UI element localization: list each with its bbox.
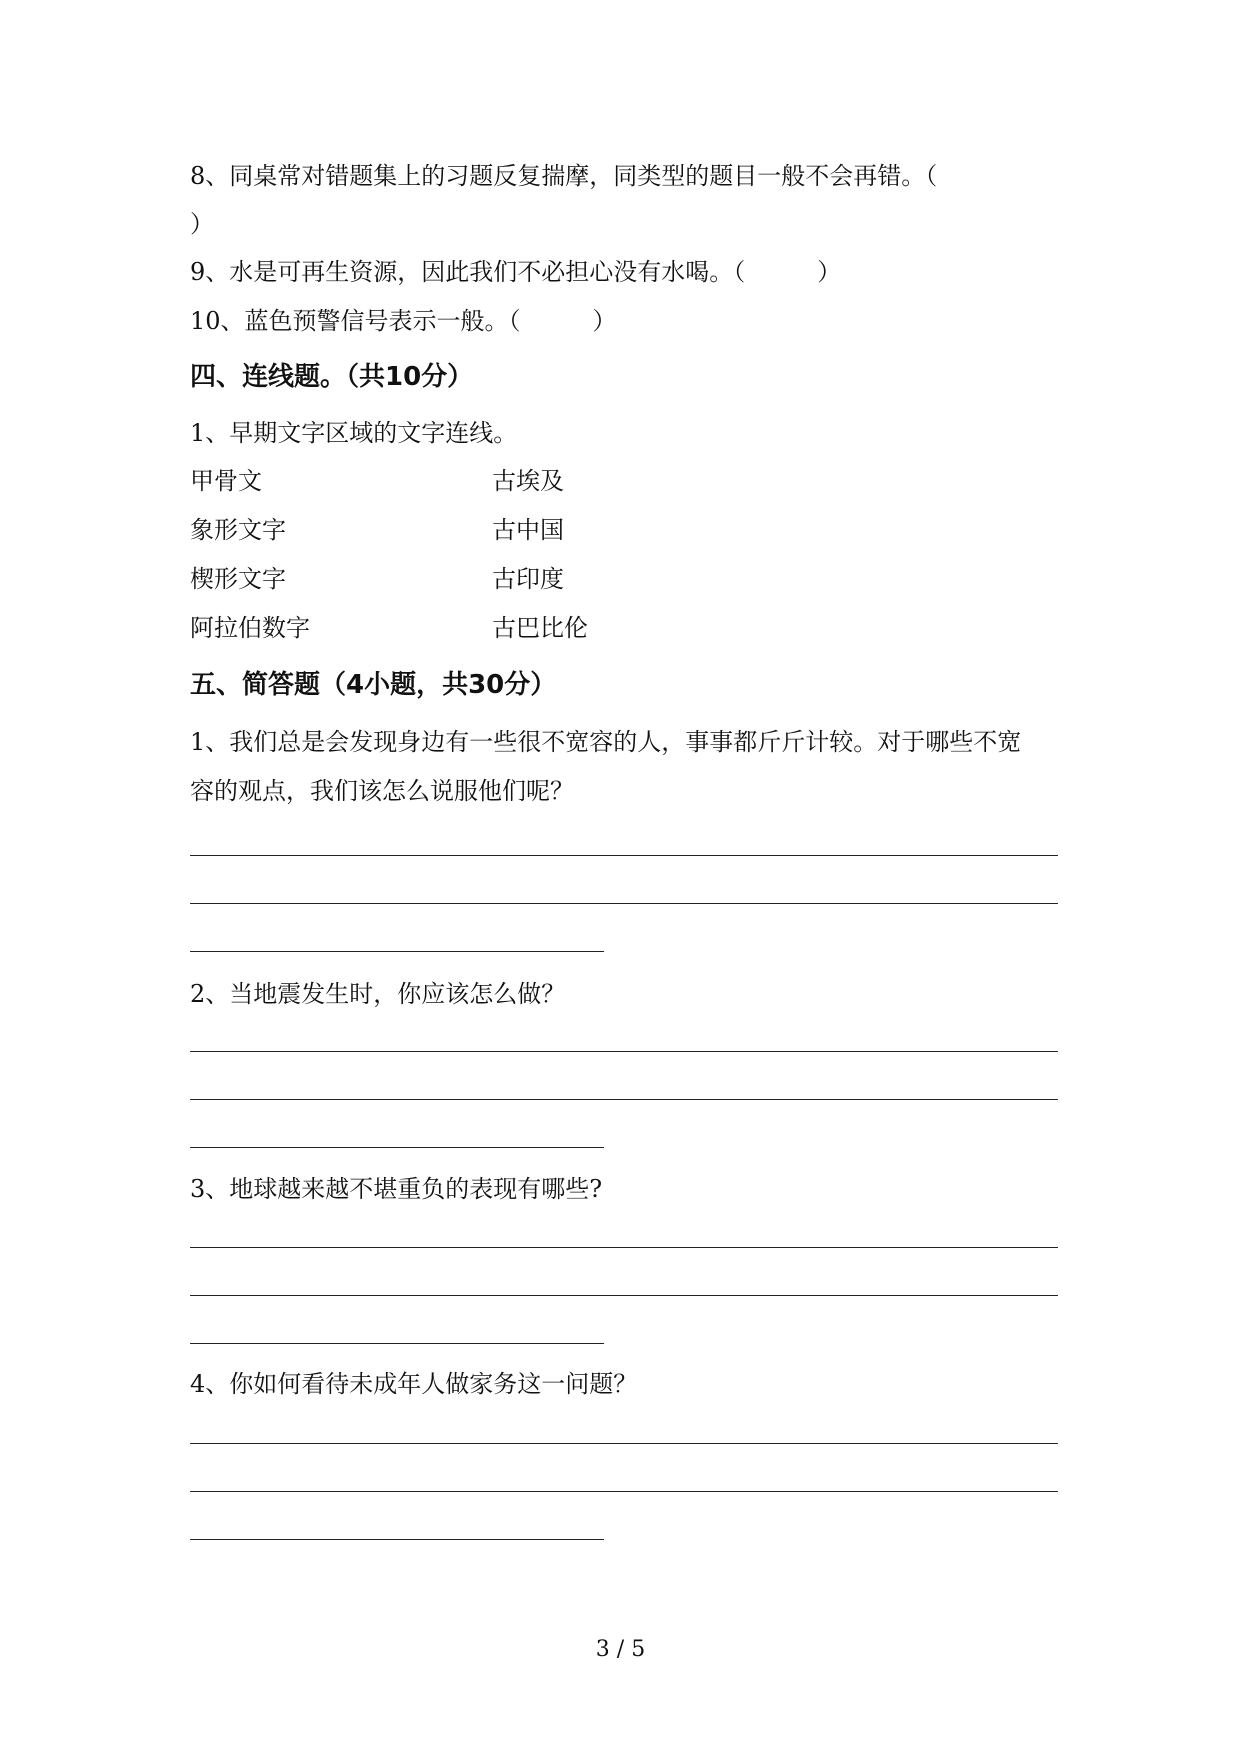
answer-line[interactable] xyxy=(190,951,604,952)
matching-left-item: 楔形文字 xyxy=(190,565,286,593)
answer-line[interactable] xyxy=(190,1491,1058,1492)
short-answer-3: 3、地球越来越不堪重负的表现有哪些? xyxy=(190,1175,603,1203)
matching-right-item: 古中国 xyxy=(492,516,564,544)
answer-line[interactable] xyxy=(190,1147,604,1148)
matching-right-item: 古埃及 xyxy=(492,467,564,495)
answer-line[interactable] xyxy=(190,1295,1058,1296)
question-9: 9、水是可再生资源，因此我们不必担心没有水喝。（ ） xyxy=(190,258,842,286)
short-answer-4: 4、你如何看待未成年人做家务这一问题？ xyxy=(190,1370,638,1398)
answer-line[interactable] xyxy=(190,1343,604,1344)
matching-question-1: 1、早期文字区域的文字连线。 xyxy=(190,419,518,447)
matching-right-item: 古印度 xyxy=(492,565,564,593)
matching-right-item: 古巴比伦 xyxy=(492,614,588,642)
question-10: 10、蓝色预警信号表示一般。（ ） xyxy=(190,307,617,335)
question-8-line-1: 8、同桌常对错题集上的习题反复揣摩，同类型的题目一般不会再错。（ xyxy=(190,162,938,190)
answer-line[interactable] xyxy=(190,1247,1058,1248)
matching-left-item: 阿拉伯数字 xyxy=(190,614,310,642)
question-8-line-2: ） xyxy=(190,210,214,238)
section-4-heading: 四、连线题。（共10分） xyxy=(190,362,474,392)
answer-line[interactable] xyxy=(190,1051,1058,1052)
answer-line[interactable] xyxy=(190,1539,604,1540)
answer-line[interactable] xyxy=(190,903,1058,904)
answer-line[interactable] xyxy=(190,1443,1058,1444)
answer-line[interactable] xyxy=(190,855,1058,856)
answer-line[interactable] xyxy=(190,1099,1058,1100)
short-answer-2: 2、当地震发生时，你应该怎么做？ xyxy=(190,980,566,1008)
page-number: 3 / 5 xyxy=(595,1637,646,1662)
matching-left-item: 象形文字 xyxy=(190,516,286,544)
short-answer-1-line-1: 1、我们总是会发现身边有一些很不宽容的人，事事都斤斤计较。对于哪些不宽 xyxy=(190,728,1022,756)
matching-left-item: 甲骨文 xyxy=(190,467,262,495)
short-answer-1-line-2: 容的观点，我们该怎么说服他们呢？ xyxy=(190,777,574,805)
section-5-heading: 五、简答题（4小题，共30分） xyxy=(190,670,557,700)
